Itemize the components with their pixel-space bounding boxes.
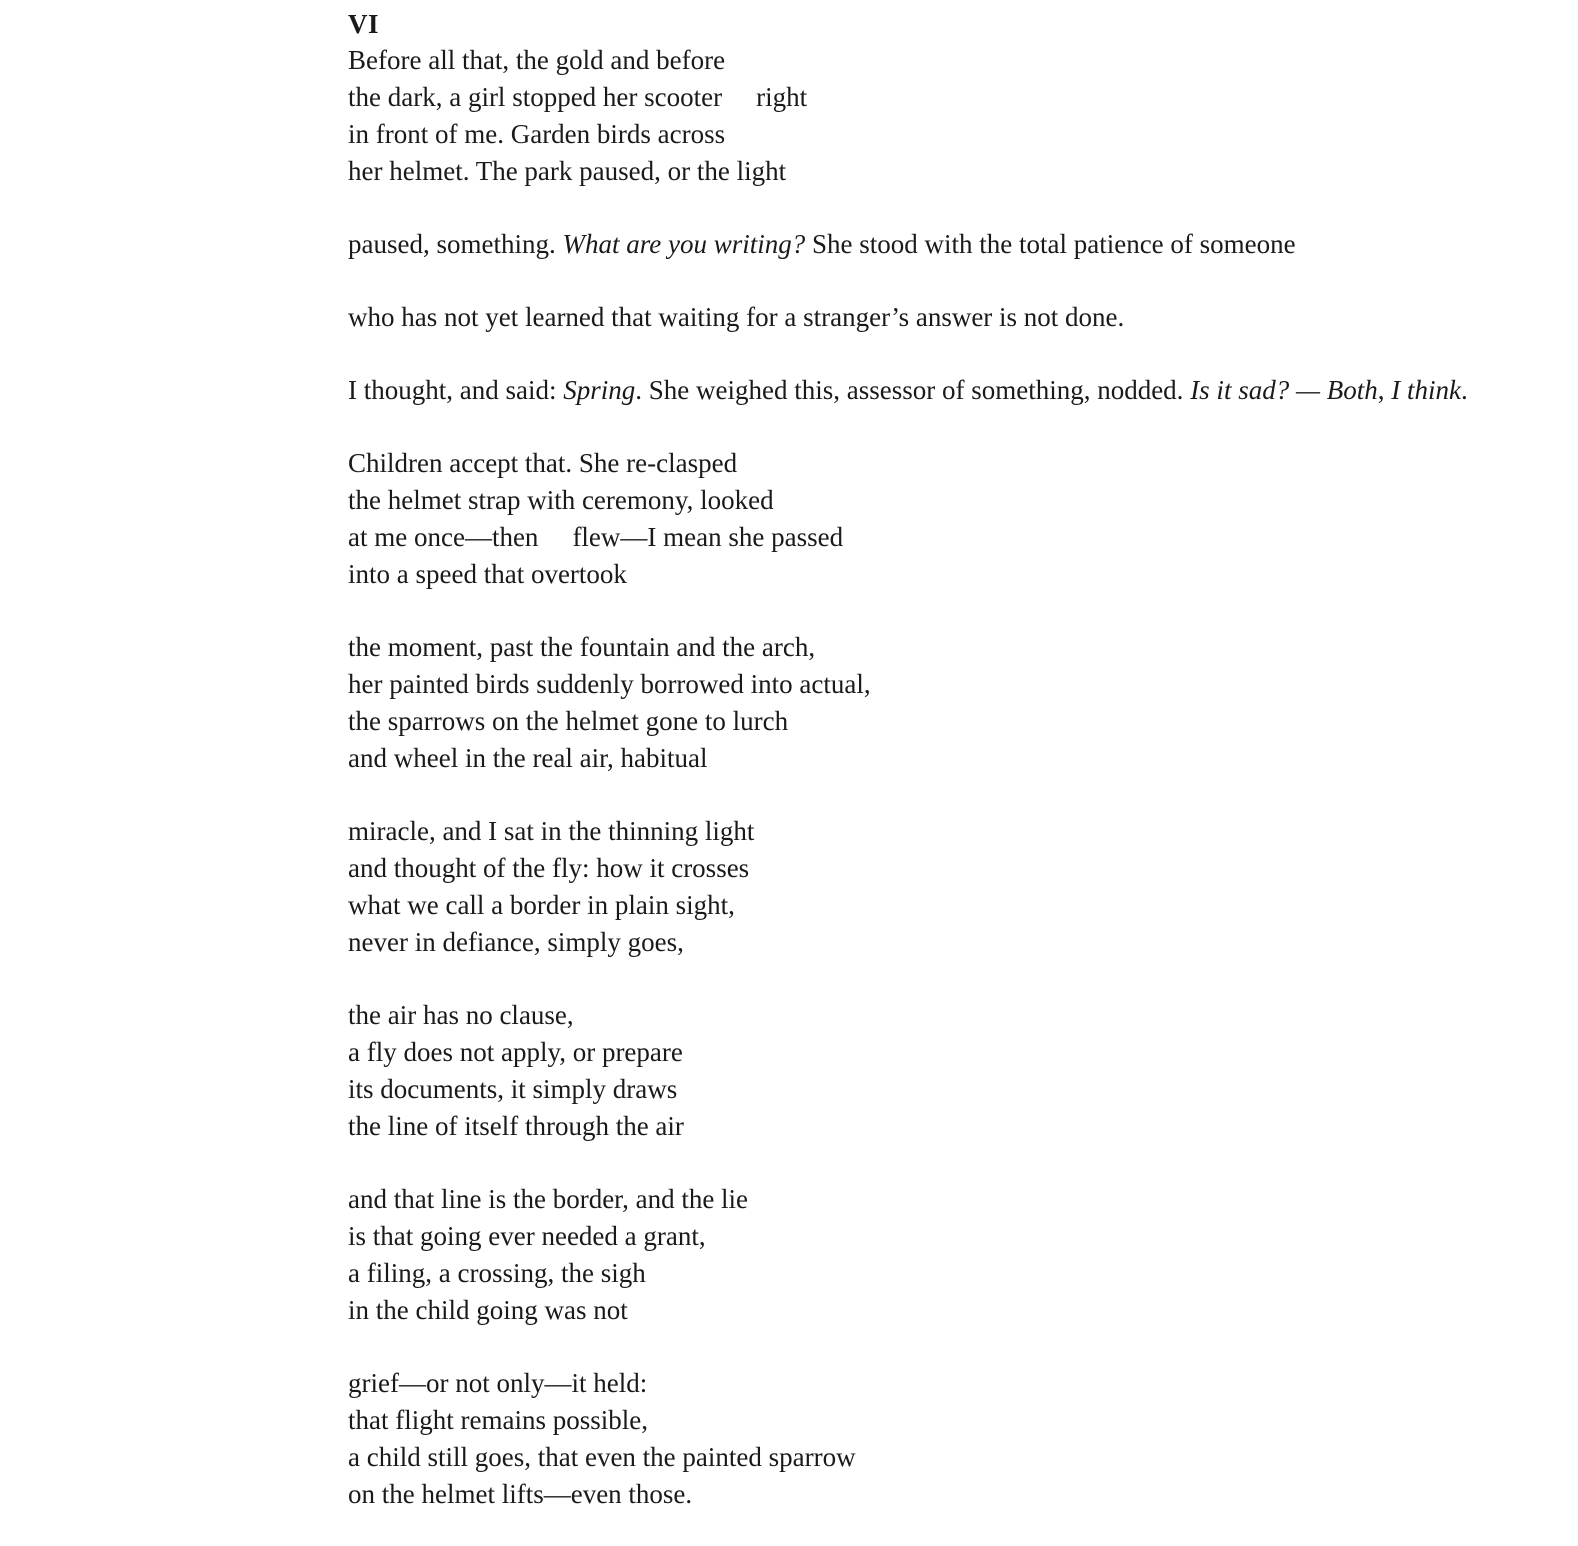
poem-line	[348, 226, 1548, 263]
section-heading: VI	[348, 9, 380, 39]
poem-line	[348, 997, 1548, 1034]
poem-line	[348, 445, 1548, 482]
line-text: Children accept that. She re-clasped	[348, 448, 738, 478]
poem-line	[348, 1108, 1548, 1145]
line-text: right	[756, 82, 808, 112]
poem-line	[348, 1255, 1548, 1292]
poem-line	[348, 42, 1548, 79]
stanza	[348, 226, 1548, 263]
poem-line	[348, 79, 1548, 116]
stanza-break	[348, 336, 1548, 372]
stanza	[348, 1365, 1548, 1513]
line-text: miracle, and I sat in the thinning light	[348, 816, 755, 846]
line-text: .	[1460, 375, 1468, 405]
poem-line	[348, 519, 1548, 556]
line-text: Before all that, the gold and before	[348, 45, 726, 75]
line-text: . She weighed this, assessor of something, nodded.	[635, 375, 1191, 405]
italic-text: Spring	[563, 375, 636, 405]
stanza-break	[348, 190, 1548, 226]
stanza-break	[348, 593, 1548, 629]
poem-line	[348, 299, 1548, 336]
line-text: the helmet strap with ceremony, looked	[348, 485, 774, 515]
poem-body	[348, 42, 1548, 1513]
stanza	[348, 42, 1548, 190]
stanza-break	[348, 263, 1548, 299]
poem-line	[348, 482, 1548, 519]
line-text: its documents, it simply draws	[348, 1074, 678, 1104]
poem-line	[348, 666, 1548, 703]
stanza-break	[348, 961, 1548, 997]
line-text: flew—I mean she passed	[572, 522, 844, 552]
poem-line	[348, 924, 1548, 961]
stanza-break	[348, 1145, 1548, 1181]
poem-line	[348, 850, 1548, 887]
stanza	[348, 445, 1548, 593]
line-text: on the helmet lifts—even those.	[348, 1479, 693, 1509]
line-text: what we call a border in plain sight,	[348, 890, 735, 920]
line-text: at me once—then	[348, 522, 539, 552]
line-text: She stood with the total patience of someone	[805, 229, 1296, 259]
line-text: into a speed that overtook	[348, 559, 627, 589]
poem-line	[348, 556, 1548, 593]
poem-line	[348, 1181, 1548, 1218]
line-text: that flight remains possible,	[348, 1405, 648, 1435]
line-text: her helmet. The park paused, or the light	[348, 156, 787, 186]
poem-line	[348, 1034, 1548, 1071]
poem-line	[348, 1292, 1548, 1329]
poem-line	[348, 1476, 1548, 1513]
stanza-break	[348, 1329, 1548, 1365]
poem	[348, 6, 1548, 1513]
line-text: the air has no clause,	[348, 1000, 574, 1030]
line-text: and wheel in the real air, habitual	[348, 743, 708, 773]
poem-line	[348, 740, 1548, 777]
poem-line	[348, 1218, 1548, 1255]
stanza-break	[348, 409, 1548, 445]
poem-line	[348, 1365, 1548, 1402]
line-text: and that line is the border, and the lie	[348, 1184, 749, 1214]
line-text: the line of itself through the air	[348, 1111, 684, 1141]
line-text: the dark, a girl stopped her scooter	[348, 82, 723, 112]
line-text: the moment, past the fountain and the arch,	[348, 632, 816, 662]
stanza	[348, 997, 1548, 1145]
line-text: a filing, a crossing, the sigh	[348, 1258, 646, 1288]
line-text: a child still goes, that even the painted sparrow	[348, 1442, 856, 1472]
line-text: grief—or not only—it held:	[348, 1368, 648, 1398]
stanza	[348, 629, 1548, 777]
stanza	[348, 1181, 1548, 1329]
stanza-break	[348, 777, 1548, 813]
line-text: never in defiance, simply goes,	[348, 927, 684, 957]
stanza	[348, 299, 1548, 336]
line-text: ,	[1377, 375, 1392, 405]
line-text: the sparrows on the helmet gone to lurch	[348, 706, 789, 736]
line-text: a fly does not apply, or prepare	[348, 1037, 683, 1067]
poem-line	[348, 703, 1548, 740]
poem-line	[348, 887, 1548, 924]
line-text: and thought of the fly: how it crosses	[348, 853, 750, 883]
italic-text: Is it sad? — Both	[1190, 375, 1378, 405]
line-text: is that going ever needed a grant,	[348, 1221, 706, 1251]
poem-line	[348, 1402, 1548, 1439]
poem-line	[348, 372, 1548, 409]
line-text: in front of me. Garden birds across	[348, 119, 726, 149]
italic-text: What are you writing?	[562, 229, 806, 259]
poem-line	[348, 153, 1548, 190]
poem-line	[348, 629, 1548, 666]
poem-line	[348, 1071, 1548, 1108]
line-text: who has not yet learned that waiting for a stranger’s answer is not done.	[348, 302, 1125, 332]
line-text: in the child going was not	[348, 1295, 628, 1325]
italic-text: I think	[1391, 375, 1461, 405]
poem-line	[348, 813, 1548, 850]
line-text: her painted birds suddenly borrowed into actual,	[348, 669, 871, 699]
line-text: I thought, and said:	[348, 375, 564, 405]
line-text: paused, something.	[348, 229, 563, 259]
stanza	[348, 813, 1548, 961]
poem-line	[348, 1439, 1548, 1476]
poem-line	[348, 116, 1548, 153]
stanza	[348, 372, 1548, 409]
